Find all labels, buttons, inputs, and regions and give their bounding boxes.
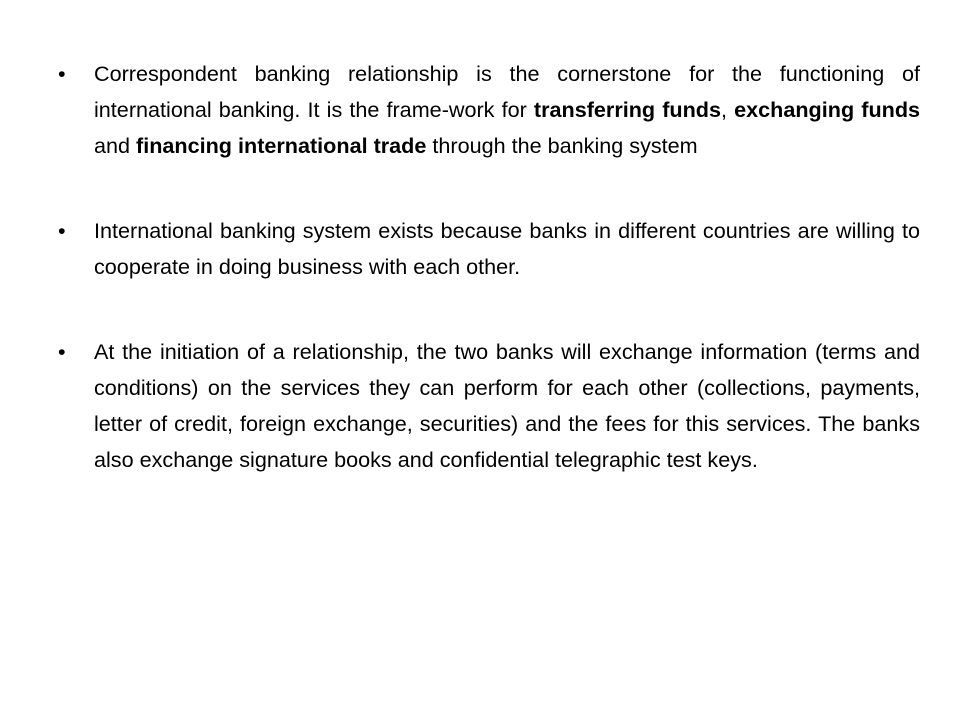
text-segment: Correspondent banking relationship is the cornerstone for the functioning of international banking. It is the frame-work for — [94, 61, 920, 122]
text-segment: At the initiation of a relationship, the two banks will exchange information (terms and conditions) on the services they can perform for each other (collections, payments, letter of credit, foreign exchange, securities) and the fees for this services. The banks also exchange signature books and confidential telegraphic test keys. — [94, 339, 920, 472]
bullet-dot-icon: • — [58, 218, 66, 243]
bullet-text — [94, 61, 920, 158]
bullet-item — [58, 213, 920, 285]
bullet-dot-icon: • — [58, 61, 66, 86]
bullet-item — [58, 334, 920, 478]
bold-phrase: financing international trade — [136, 133, 427, 158]
bullet-list — [58, 56, 920, 527]
text-segment: through the banking system — [426, 133, 698, 158]
bold-phrase: exchanging funds — [734, 97, 921, 122]
text-segment: International banking system exists because banks in different countries are willing to cooperate in doing business with each other. — [94, 218, 920, 279]
bullet-text — [94, 339, 920, 472]
text-segment: , — [721, 97, 735, 122]
bullet-text — [94, 218, 920, 279]
bullet-dot-icon: • — [58, 339, 66, 364]
text-segment: and — [94, 133, 137, 158]
bold-phrase: transferring funds — [533, 97, 722, 122]
bullet-item — [58, 56, 920, 164]
